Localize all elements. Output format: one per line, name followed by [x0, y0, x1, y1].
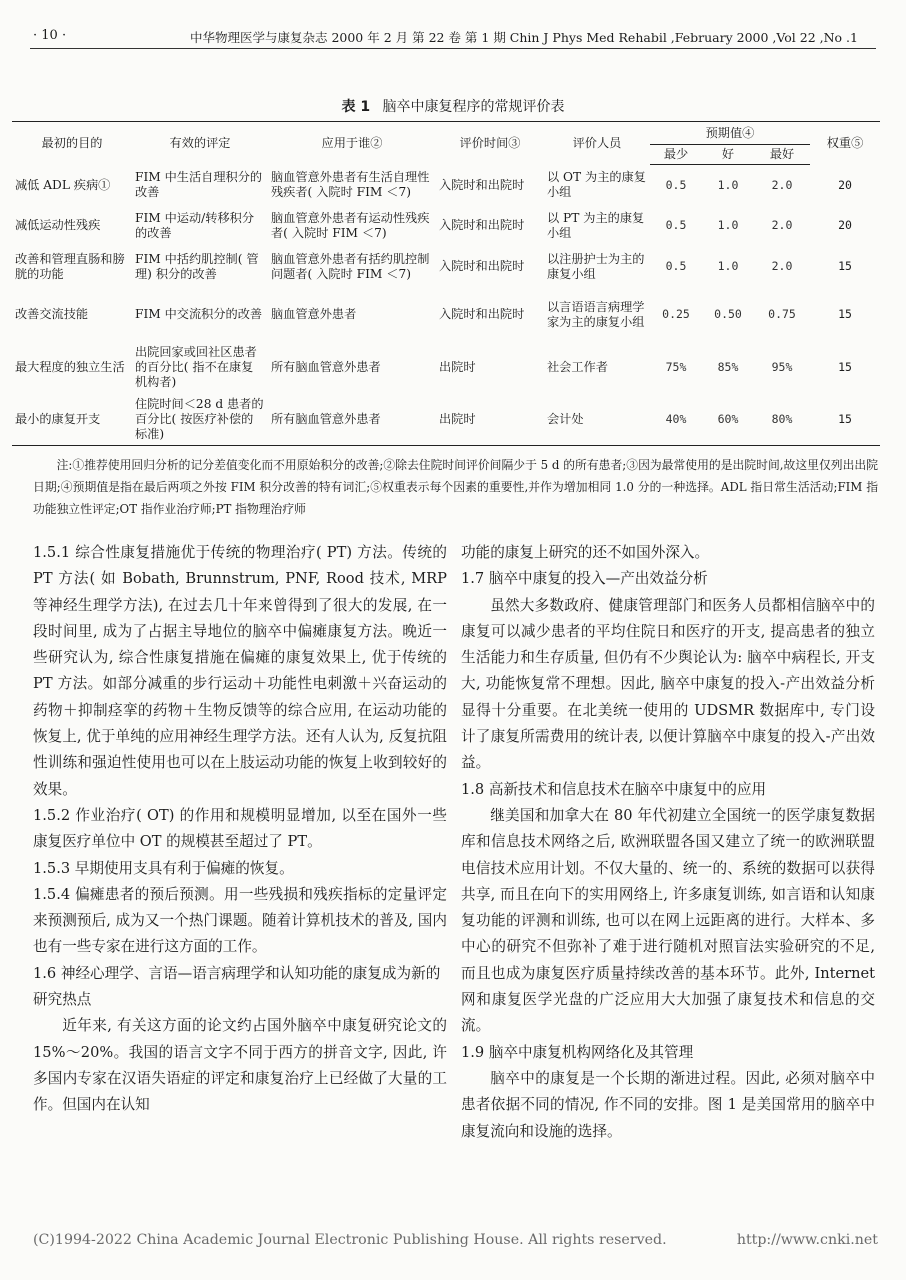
- cell-weight: 20: [838, 218, 852, 232]
- table-row: [12, 246, 880, 288]
- cell-target: 所有脑血管意外患者: [268, 394, 436, 446]
- cell-eval: 出院回家或回社区患者的百分比( 指不在康复机构者): [135, 345, 257, 389]
- header-target: 应用于谁②: [268, 122, 436, 165]
- cell-eval: 住院时间＜28 d 患者的百分比( 按医疗补偿的标准): [132, 394, 268, 446]
- cell-min: 75%: [665, 360, 687, 374]
- cell-staff: 会计处: [544, 394, 650, 446]
- section-heading-1-9: 1.9 脑卒中康复机构网络化及其管理: [461, 1043, 694, 1061]
- table-row: [12, 206, 880, 246]
- paragraph-1-6: 近年来, 有关这方面的论文约占国外脑卒中康复研究论文的 15%～20%。我国的语言文字不同于西方的拼音文字, 因此, 许多国内专家在汉语失语症的评定和康复治疗上已经做了大量的工作。但国内在认知: [33, 1017, 447, 1114]
- footer: [33, 1232, 878, 1248]
- table-notes-text: 注:①推荐使用回归分析的记分差值变化而不用原始积分的改善;②除去住院时间评价间隔少于 5 d 的所有患者;③因为最常使用的是出院时间,故这里仅列出出院日期;④预期值是指在最后两项之外按 FIM 积分改善的特有词汇;⑤权重表示每个因素的重要性,并作为增加相同 1.0 分的一种选择。ADL 指日常生活活动;FIM 指功能独立性评定;OT 指作业治疗师;PT 指物理治疗师: [33, 458, 878, 516]
- cell-weight: 20: [838, 177, 852, 192]
- cell-eval: FIM 中运动/转移积分的改善: [135, 210, 255, 240]
- cell-goal: 减低 ADL 疾病①: [15, 177, 111, 192]
- cell-target: 脑血管意外患者: [271, 307, 357, 321]
- cell-best: 2.0: [771, 177, 793, 192]
- cell-staff: 社会工作者: [547, 360, 608, 374]
- cell-goal: 改善交流技能: [15, 307, 89, 321]
- paragraph-1-5-3: 1.5.3 早期使用支具有利于偏瘫的恢复。: [33, 859, 294, 877]
- cell-best: 80%: [754, 394, 810, 446]
- cell-min: 0.5: [665, 259, 687, 273]
- site-url: http://www.cnki.net: [736, 1232, 878, 1248]
- cell-eval: FIM 中生活自理积分的改善: [135, 170, 263, 199]
- section-heading-1-7: 1.7 脑卒中康复的投入—产出效益分析: [461, 570, 708, 588]
- header-time: 评价时间③: [436, 122, 544, 165]
- cell-good: 1.0: [717, 218, 739, 232]
- right-column: [461, 540, 875, 1145]
- journal-header: 中华物理医学与康复杂志 2000 年 2 月 第 22 卷 第 1 期 Chin J Phys Med Rehabil ,February 2000 ,Vol 22 ,No .1: [189, 30, 858, 45]
- cell-staff: 以 OT 为主的康复小组: [547, 170, 646, 199]
- table-row: [12, 342, 880, 394]
- header-min: 最少: [650, 145, 702, 165]
- section-heading-1-8: 1.8 高新技术和信息技术在脑卒中康复中的应用: [461, 780, 767, 798]
- cell-min: 0.5: [665, 218, 687, 232]
- cell-staff: 以注册护士为主的康复小组: [547, 251, 645, 281]
- paragraph-1-9: 脑卒中的康复是一个长期的渐进过程。因此, 必须对脑卒中患者依据不同的情况, 作不同的安排。图 1 是美国常用的脑卒中康复流向和设施的选择。: [461, 1069, 875, 1140]
- cell-target: 所有脑血管意外患者: [271, 360, 381, 374]
- left-column: [33, 540, 447, 1119]
- cell-best: 2.0: [771, 218, 793, 232]
- cell-eval: FIM 中括约肌控制( 管理) 积分的改善: [135, 251, 259, 281]
- cell-time: 出院时: [436, 394, 544, 446]
- cell-weight: 15: [810, 394, 880, 446]
- header-goal: 最初的目的: [12, 122, 132, 165]
- cell-best: 2.0: [771, 259, 793, 273]
- page-number: · 10 ·: [33, 28, 67, 43]
- paragraph-1-8: 继美国和加拿大在 80 年代初建立全国统一的医学康复数据库和信息技术网络之后, 欧洲联盟各国又建立了统一的欧洲联盟电信技术应用计划。不仅大量的、统一的、系统的数据可以获得共享, 而且在向下的实用网络上, 许多康复训练, 如言语和认知康复功能的评测和训练, 也可以在网上远距离的进行。大样本、多中心的研究不但弥补了难于进行随机对照盲法实验研究的不足, 而且也成为康复医疗质量持续改善的基本环节。此外, Internet 网和康复医学光盘的广泛应用大大加强了康复技术和信息的交流。: [461, 806, 875, 1035]
- cell-good: 1.0: [717, 259, 739, 273]
- cell-target: 脑血管意外患者有生活自理性残疾者( 入院时 FIM ＜7): [271, 170, 430, 199]
- cell-min: 0.5: [665, 177, 687, 192]
- cell-best: 0.75: [768, 307, 796, 321]
- copyright-text: (C)1994-2022 China Academic Journal Electronic Publishing House. All rights reserved.: [33, 1232, 667, 1248]
- cell-good: 85%: [717, 360, 739, 374]
- header-rule: [30, 48, 876, 49]
- cell-goal: 减低运动性残疾: [15, 218, 101, 232]
- table-number: 表 1: [341, 99, 371, 115]
- table-title: 脑卒中康复程序的常规评价表: [382, 99, 565, 115]
- cell-time: 入院时和出院时: [439, 307, 525, 321]
- header-expected: 预期值④: [650, 122, 810, 145]
- cell-time: 出院时: [439, 360, 476, 374]
- paragraph-1-5-2: 1.5.2 作业治疗( OT) 的作用和规模明显增加, 以至在国外一些康复医疗单位中 OT 的规模甚至超过了 PT。: [33, 806, 447, 851]
- paragraph-1-7: 虽然大多数政府、健康管理部门和医务人员都相信脑卒中的康复可以减少患者的平均住院日和医疗的开支, 提高患者的独立生活能力和生存质量, 但仍有不少舆论认为: 脑卒中病程长, 开支大, 功能恢复常不理想。因此, 脑卒中康复的投入-产出效益分析显得十分重要。在北美统一使用的 UDSMR 数据库中, 专门设计了康复所需费用的统计表, 以便计算脑卒中康复的投入-产出效益。: [461, 596, 875, 772]
- cell-min: 40%: [650, 394, 702, 446]
- table-row: [12, 288, 880, 342]
- table-row: [12, 165, 880, 206]
- evaluation-table: [12, 121, 880, 446]
- cell-good: 0.50: [714, 307, 742, 321]
- cell-time: 入院时和出院时: [439, 177, 525, 192]
- cell-best: 95%: [771, 360, 793, 374]
- cell-staff: 以 PT 为主的康复小组: [547, 210, 645, 240]
- table-caption: [0, 96, 906, 116]
- table-row: [12, 394, 880, 446]
- cell-target: 脑血管意外患者有括约肌控制问题者( 入院时 FIM ＜7): [271, 251, 430, 281]
- cell-good: 60%: [702, 394, 754, 446]
- header-best: 最好: [754, 145, 810, 165]
- cell-time: 入院时和出院时: [439, 218, 525, 232]
- header-staff: 评价人员: [544, 122, 650, 165]
- table-notes: [33, 454, 878, 520]
- section-heading-1-6: 1.6 神经心理学、言语—语言病理学和认知功能的康复成为新的研究热点: [33, 964, 441, 1009]
- paragraph-continued: 功能的康复上研究的还不如国外深入。: [461, 544, 710, 561]
- cell-good: 1.0: [717, 177, 739, 192]
- paragraph-1-5-4: 1.5.4 偏瘫患者的预后预测。用一些残损和残疾指标的定量评定来预测预后, 成为又一个热门课题。随着计算机技术的普及, 国内也有一些专家在进行这方面的工作。: [33, 885, 447, 956]
- cell-weight: 15: [838, 307, 852, 321]
- cell-eval: FIM 中交流积分的改善: [135, 307, 263, 321]
- header-weight: 权重⑤: [810, 122, 880, 165]
- cell-time: 入院时和出院时: [439, 259, 525, 273]
- cell-weight: 15: [838, 259, 852, 273]
- cell-goal: 最大程度的独立生活: [15, 360, 125, 374]
- cell-min: 0.25: [662, 307, 690, 321]
- cell-goal: 改善和管理直肠和膀胱的功能: [15, 251, 125, 281]
- cell-target: 脑血管意外患者有运动性残疾者( 入院时 FIM ＜7): [271, 210, 430, 240]
- header-good: 好: [702, 145, 754, 165]
- paragraph-1-5-1: 1.5.1 综合性康复措施优于传统的物理治疗( PT) 方法。传统的 PT 方法( 如 Bobath, Brunnstrum, PNF, Rood 技术, MRP 等神经生理学方法), 在过去几十年来曾得到了很大的发展, 在一段时间里, 成为了占据主导地位的脑卒中偏瘫康复方法。晚近一些研究认为, 综合性康复措施在偏瘫的康复效果上, 优于传统的 PT 方法。如部分减重的步行运动＋功能性电刺激＋兴奋运动的药物＋抑制痉挛的药物＋生物反馈等的综合应用, 在运动功能的恢复上, 优于单纯的应用神经生理学方法。还有人认为, 反复抗阻性训练和强迫性使用也可以在上肢运动功能的恢复上收到较好的效果。: [33, 544, 447, 798]
- header-eval: 有效的评定: [132, 122, 268, 165]
- cell-weight: 15: [838, 360, 852, 374]
- cell-staff: 以言语语言病理学家为主的康复小组: [547, 299, 645, 329]
- cell-goal: 最小的康复开支: [12, 394, 132, 446]
